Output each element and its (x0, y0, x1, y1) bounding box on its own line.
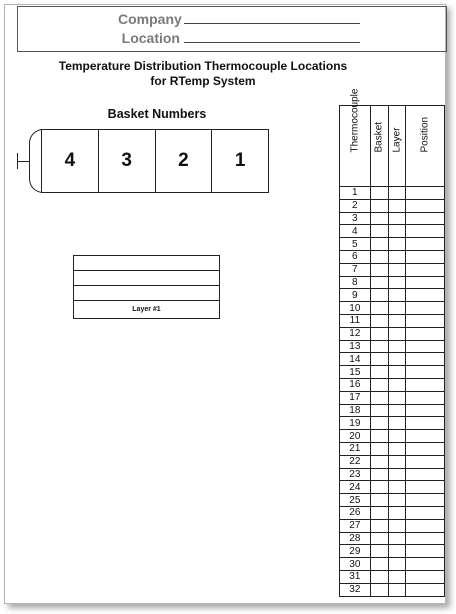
position-cell-input[interactable] (406, 353, 445, 366)
column-header-layer: Layer (388, 106, 406, 187)
company-field[interactable] (184, 11, 360, 24)
column-header-position: Position (406, 106, 445, 187)
company-label: Company (118, 11, 182, 27)
layer-cell-input[interactable] (388, 442, 406, 455)
layer-cell-input[interactable] (388, 417, 406, 430)
position-cell-input[interactable] (406, 378, 445, 391)
layer-row (74, 286, 219, 301)
layer-cell-input[interactable] (388, 519, 406, 532)
thermocouple-number: 16 (340, 378, 371, 391)
table-row (340, 340, 445, 353)
basket-cell-input[interactable] (370, 238, 388, 251)
table-row (340, 238, 445, 251)
table-row (340, 430, 445, 443)
table-row (340, 327, 445, 340)
basket-cell-input[interactable] (370, 430, 388, 443)
thermocouple-number: 28 (340, 532, 371, 545)
basket-cell-input[interactable] (370, 187, 388, 200)
table-row (340, 225, 445, 238)
position-cell-input[interactable] (406, 404, 445, 417)
thermocouple-number: 22 (340, 455, 371, 468)
basket-handle-bar (17, 161, 29, 162)
basket-cell: 1 (211, 130, 268, 192)
position-cell-input[interactable] (406, 532, 445, 545)
thermocouple-number: 17 (340, 391, 371, 404)
layer-cell-input[interactable] (388, 430, 406, 443)
table-body (340, 187, 445, 597)
basket-cell-input[interactable] (370, 378, 388, 391)
layer-cell-input[interactable] (388, 250, 406, 263)
basket-cell-input[interactable] (370, 558, 388, 571)
layer-cell-input[interactable] (388, 302, 406, 315)
location-row (118, 30, 360, 48)
column-header-basket: Basket (370, 106, 388, 187)
table-row (340, 199, 445, 212)
position-cell-input[interactable] (406, 187, 445, 200)
table-row (340, 276, 445, 289)
location-label: Location (121, 30, 180, 46)
thermocouple-number: 32 (340, 583, 371, 596)
basket-cell-input[interactable] (370, 417, 388, 430)
table-row (340, 532, 445, 545)
basket-cell: 2 (155, 130, 212, 192)
thermocouple-number: 7 (340, 263, 371, 276)
position-cell-input[interactable] (406, 583, 445, 596)
thermocouple-number: 1 (340, 187, 371, 200)
basket-cell: 4 (64, 150, 76, 171)
table-row (340, 366, 445, 379)
position-cell-input[interactable] (406, 417, 445, 430)
layer-cell-input[interactable] (388, 276, 406, 289)
basket-cell-input[interactable] (370, 455, 388, 468)
position-cell-input[interactable] (406, 430, 445, 443)
basket-cell-input[interactable] (370, 225, 388, 238)
table-row (340, 391, 445, 404)
position-cell-input[interactable] (406, 570, 445, 583)
basket-cell-input[interactable] (370, 494, 388, 507)
layer-cell-input[interactable] (388, 353, 406, 366)
basket-cell-input[interactable] (370, 263, 388, 276)
position-cell-input[interactable] (406, 455, 445, 468)
table-row (340, 263, 445, 276)
basket-cell-input[interactable] (370, 442, 388, 455)
position-cell-input[interactable] (406, 506, 445, 519)
basket-cell-input[interactable] (370, 302, 388, 315)
layer-cell-input[interactable] (388, 378, 406, 391)
basket-cell-input[interactable] (370, 366, 388, 379)
column-header-thermocouple: Thermocouple (340, 106, 371, 187)
position-cell-input[interactable] (406, 314, 445, 327)
thermocouple-number: 9 (340, 289, 371, 302)
position-cell-input[interactable] (406, 558, 445, 571)
basket-cell-input[interactable] (370, 583, 388, 596)
position-cell-input[interactable] (406, 263, 445, 276)
position-cell-input[interactable] (406, 302, 445, 315)
thermocouple-number: 5 (340, 238, 371, 251)
basket-cell-input[interactable] (370, 289, 388, 302)
position-cell-input[interactable] (406, 519, 445, 532)
layer-cell-input[interactable] (388, 532, 406, 545)
thermocouple-number: 18 (340, 404, 371, 417)
thermocouple-number: 20 (340, 430, 371, 443)
document-page (4, 4, 446, 604)
layer-cell-input[interactable] (388, 263, 406, 276)
layer-cell-input[interactable] (388, 558, 406, 571)
layer-cell-input[interactable] (388, 494, 406, 507)
table-row (340, 570, 445, 583)
thermocouple-number: 21 (340, 442, 371, 455)
layer-cell-input[interactable] (388, 199, 406, 212)
table-header-row (340, 106, 445, 187)
position-cell-input[interactable] (406, 494, 445, 507)
thermocouple-number: 3 (340, 212, 371, 225)
thermocouple-number: 4 (340, 225, 371, 238)
layer-row (74, 271, 219, 286)
table-row (340, 506, 445, 519)
position-cell-input[interactable] (406, 481, 445, 494)
position-cell-input[interactable] (406, 212, 445, 225)
title-line-1: Temperature Distribution Thermocouple Locations (58, 59, 348, 73)
thermocouple-number: 11 (340, 314, 371, 327)
position-cell-input[interactable] (406, 199, 445, 212)
table-row (340, 519, 445, 532)
basket-cell-input[interactable] (370, 532, 388, 545)
basket-cell-input[interactable] (370, 314, 388, 327)
basket-cell-input[interactable] (370, 327, 388, 340)
thermocouple-number: 8 (340, 276, 371, 289)
basket-cell-input[interactable] (370, 353, 388, 366)
basket-cell-input[interactable] (370, 212, 388, 225)
table-row (340, 302, 445, 315)
layer-cell-input[interactable] (388, 468, 406, 481)
position-cell-input[interactable] (406, 289, 445, 302)
position-cell-input[interactable] (406, 225, 445, 238)
basket-cell-input[interactable] (370, 199, 388, 212)
basket-cell-input[interactable] (370, 276, 388, 289)
layer-cell-input[interactable] (388, 238, 406, 251)
position-cell-input[interactable] (406, 366, 445, 379)
layer-cell-input[interactable] (388, 212, 406, 225)
position-cell-input[interactable] (406, 327, 445, 340)
location-field[interactable] (184, 30, 360, 43)
thermocouple-number: 13 (340, 340, 371, 353)
thermocouple-number: 15 (340, 366, 371, 379)
basket-cell-input[interactable] (370, 250, 388, 263)
layer-cell-input[interactable] (388, 506, 406, 519)
thermocouple-number: 2 (340, 199, 371, 212)
basket-cell: 3 (98, 130, 155, 192)
layer-cell-input[interactable] (388, 583, 406, 596)
position-cell-input[interactable] (406, 391, 445, 404)
table-row (340, 545, 445, 558)
basket-cell-input[interactable] (370, 468, 388, 481)
basket-cell-input[interactable] (370, 570, 388, 583)
basket-cell-input[interactable] (370, 481, 388, 494)
position-cell-input[interactable] (406, 545, 445, 558)
basket-cell-input[interactable] (370, 404, 388, 417)
layer-cell-input[interactable] (388, 404, 406, 417)
layer-row (74, 256, 219, 271)
basket-cell-input[interactable] (370, 391, 388, 404)
basket-diagram (17, 129, 269, 195)
position-cell-input[interactable] (406, 340, 445, 353)
layer-cell-input[interactable] (388, 314, 406, 327)
layer-cell-input[interactable] (388, 340, 406, 353)
layer-cell-input[interactable] (388, 289, 406, 302)
position-cell-input[interactable] (406, 442, 445, 455)
thermocouple-number: 30 (340, 558, 371, 571)
layer-cell-input[interactable] (388, 391, 406, 404)
thermocouple-number: 24 (340, 481, 371, 494)
thermocouple-number: 6 (340, 250, 371, 263)
table-row (340, 187, 445, 200)
table-row (340, 442, 445, 455)
basket-cell-input[interactable] (370, 506, 388, 519)
layer-cell-input[interactable] (388, 187, 406, 200)
title-line-2: for RTemp System (150, 74, 256, 88)
thermocouple-number: 14 (340, 353, 371, 366)
table-row (340, 404, 445, 417)
thermocouple-number: 26 (340, 506, 371, 519)
layer-cell-input[interactable] (388, 481, 406, 494)
thermocouple-number: 23 (340, 468, 371, 481)
table-row (340, 378, 445, 391)
position-cell-input[interactable] (406, 250, 445, 263)
table-row (340, 250, 445, 263)
table-row (340, 481, 445, 494)
position-cell-input[interactable] (406, 238, 445, 251)
position-cell-input[interactable] (406, 276, 445, 289)
basket-cells (41, 129, 269, 193)
layer-cell-input[interactable] (388, 545, 406, 558)
table-row (340, 468, 445, 481)
table-row (340, 417, 445, 430)
thermocouple-number: 19 (340, 417, 371, 430)
thermocouple-number: 10 (340, 302, 371, 315)
basket-numbers-heading: Basket Numbers (107, 107, 207, 121)
table-row (340, 583, 445, 596)
table-row (340, 289, 445, 302)
layer-cell-input[interactable] (388, 570, 406, 583)
layer-cell-input[interactable] (388, 327, 406, 340)
basket-cell-input[interactable] (370, 340, 388, 353)
layer-label: Layer #1 (132, 306, 161, 313)
table-row (340, 212, 445, 225)
table-row (340, 494, 445, 507)
basket-cell-input[interactable] (370, 519, 388, 532)
company-row (118, 11, 360, 29)
layer-diagram (73, 255, 220, 319)
table-row (340, 558, 445, 571)
table-row (340, 353, 445, 366)
thermocouple-table (339, 88, 445, 597)
table-row (340, 455, 445, 468)
position-cell-input[interactable] (406, 468, 445, 481)
layer-cell-input[interactable] (388, 225, 406, 238)
layer-cell-input[interactable] (388, 366, 406, 379)
header-box (17, 6, 447, 52)
thermocouple-number: 12 (340, 327, 371, 340)
layer-cell-input[interactable] (388, 455, 406, 468)
table-row (340, 314, 445, 327)
thermocouple-number: 27 (340, 519, 371, 532)
thermocouple-number: 31 (340, 570, 371, 583)
thermocouple-number: 25 (340, 494, 371, 507)
basket-cell-input[interactable] (370, 545, 388, 558)
thermocouple-number: 29 (340, 545, 371, 558)
